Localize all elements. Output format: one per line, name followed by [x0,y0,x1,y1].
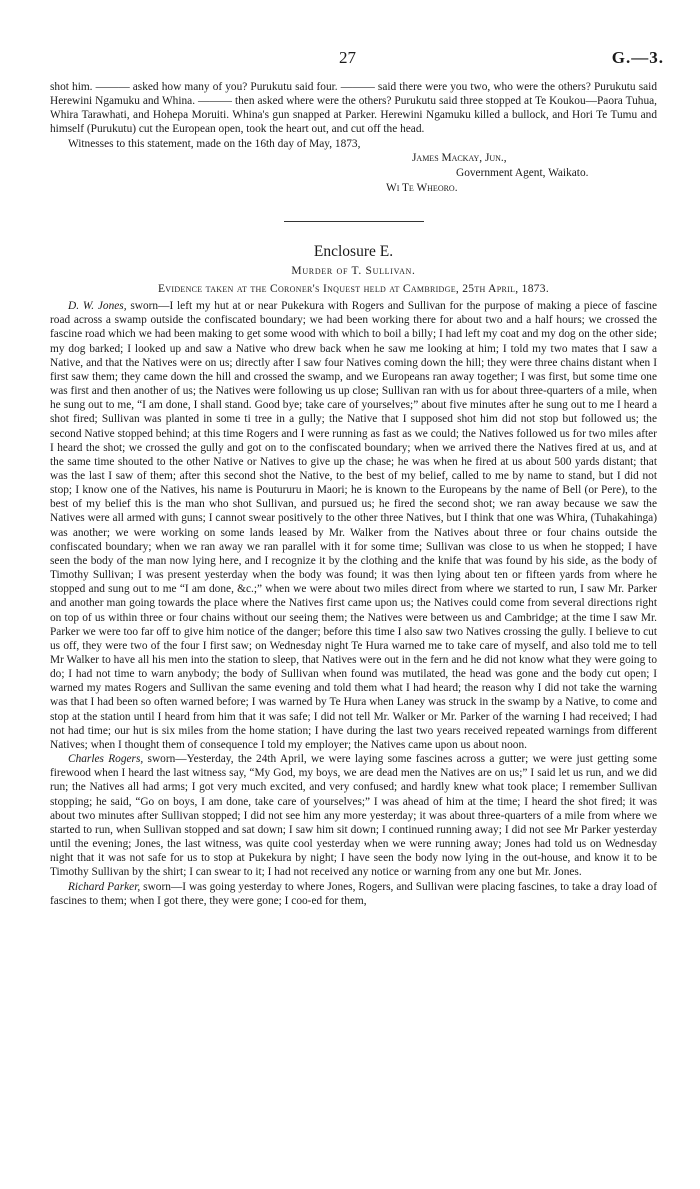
signature-block [50,151,657,197]
witness-line: Witnesses to this statement, made on the 16th day of May, 1873, [68,137,361,150]
witness-name-parker: Richard Parker, [68,880,141,893]
testimony-jones [50,299,657,752]
enclosure-subtitle: Murder of T. Sullivan. [291,264,416,277]
witness-name-jones: D. W. Jones, [68,300,127,313]
signature-name-mackay: James Mackay, Jun., [412,151,507,164]
signature-name-wi-te-wheoro: Wi Te Wheoro. [386,181,458,194]
section-divider [284,221,424,222]
page-header [0,48,700,72]
evidence-heading: Evidence taken at the Coroner's Inquest held at Cambridge, 25th April, 1873. [157,282,550,295]
page-number: 27 [339,48,356,67]
testimony-rogers [50,752,657,879]
signature-title-government-agent: Government Agent, Waikato. [456,166,589,179]
testimony-text-parker: sworn—I was going yesterday to where Jones, Rogers, and Sullivan were placing fascines, to take a dray load of fascines to them; when I got there, they were gone; I coo-ed for them, [50,880,657,907]
witness-name-rogers: Charles Rogers, [68,753,144,766]
testimony-parker [50,880,657,908]
document-code: G.—3. [611,48,664,67]
statement-paragraph: shot him. ——— asked how many of you? Purukutu said four. ——— said there were you two, who were the others? Purukutu said Herewini Ngamuku and Whina. ——— then asked where were the others? Purukutu said three stopped at Te Koukou—Paora Tuhua, Whira Tarawhati, and Hohepa Moruiti. Whina's gun snapped at Parker. Herewini Ngamuku killed a bullock, and Hori Te Tumu and himself (Purukutu) cut the European open, took the heart out, and cut off the head. [50,81,657,136]
page-body [50,80,657,908]
testimony-text-jones: sworn—I left my hut at or near Pukekura with Rogers and Sullivan for the purpose of making a piece of fascine road across a swamp outside the confiscated boundary; we had been working there for about two and a half hours; we crossed the fascine road which we had been making to get some wood with which to boil a billy; I had left my coat and my dog on the other side; my dog barked; I looked up and saw a Native who drew back when he saw me looking at him; I told my two mates that I saw a Native, and that the Natives were on us; directly after I saw four Natives coming down the hill; they were three chains distant when I first saw them; they came down the hill and crossed the swamp, and we Europeans ran away together; I was first, but some time one was first and then another of us; the Natives were following us up close; Sullivan ran with us for about three-quarters of a mile, when he sung out to me, “I am done, I shall stand. Good bye; take care of yourselves;” about five minutes after he sung out to me I heard a shot fired; Sullivan was planted in some ti tree in a gully; the Native that I supposed shot him did not stop but followed us; the second Native stopped behind; at this time Rogers and I were running as fast as we could; the Natives followed us for two miles after I heard the shot; we crossed the gully and got on to the confiscated boundary; when we arrived there the Natives fired at us, and at the same time shouted to the other Native or Natives to give up the chase; he was when he fired at us about 500 yards distant; that was the last I saw of them; after this second shot the Native, to the best of my belief, called to me by name to stand, but I did not stop; I know one of the Natives, his name is Poutururu in Maori; he is known to the Europeans by the name of Bell (or Pere), to the best of my belief this is the man who shot Sullivan, and pursued us; he fired the second shot; we ran away because we saw the Natives were all armed with guns; I cannot swear positively to the other three Natives, but I think that one was Whira, (Tuhakahinga) was another; we were working on some lands leased by Mr. Walker from the Natives about three or four chains outside the confiscated boundary; when we ran away we ran parallel with it for some time; Sullivan was close to us when he stopped; I have seen the body of the man now lying here, and I recognize it by the clothing and the knife that was found by his side, as the body of Timothy Sullivan; I was present yesterday when the body was found; it was then lying about ten or fifteen yards from where he stopped and sung out to me “I am done, &c.;” when we were about two miles direct from where we started to run, I saw Mr. Parker and another man going towards the place where the Natives first came upon us; the Natives could come from several directions right on top of us within three or four chains without our seeing them; the Natives were between us and Cambridge; at the time I saw Mr. Parker we were too far off to give him notice of the danger; before this time I also saw two Natives crossing the gully. I believe to cut us off, they were two of the four I first saw; on Wednesday night Te Hura warned me to take care of myself, and also told me to tell Mr Walker to have all his men into the station to sleep, that Natives were out in the fern and he did not know what they were going to do; I had not time to warn anybody; the body of Sullivan when found was mutilated, the head was gone and the body cut open; I warned my mates Rogers and Sullivan the same evening and told them what I had heard; the reason why I did not take the warning was that I had been so often warned before; I was warned by Te Hura when Laney was struck in the swamp by a Native, to come and stop at the station until I heard from him that it was safe; I did not tell Mr. Walker or Mr. Parker of the warning I had received; I had not had time; our hut is six miles from the home station; I have during the last two years received repeated warnings from different Natives; when I thought them of consequence I told my employer; the Natives came upon us about noon. [50,300,658,751]
enclosure-title: Enclosure E. [313,242,394,260]
testimony-text-rogers: sworn—Yesterday, the 24th April, we were laying some fascines across a gutter; we were just getting some firewood when I heard the last witness say, “My God, my boys, we are dead men the Natives are on us;” I said let us run, and we did run; the Natives all had arms; I got very much excited, and very confused; and hardly knew what took place; I remember Sullivan stopping; he said, “Go on boys, I am done, take care of yourselves;” I was ahead of him at the time; I heard the shot fired; it was about two minutes after Sullivan stopped; I did not see him any more yesterday; it was about three-quarters of a mile from where we started to run, when Sullivan stopped and sat down; I saw him sit down; I continued running away; I did not see Mr Parker yesterday until the evening; Jones, the last witness, was quite cool yesterday when we were running away; Jones had told us on Wednesday night that it was not safe for us to stop at Pukekura by night; I have seen the body now lying in the out-house, and know it to be Timothy Sullivan by the shirt; I can swear to it; I had not received any notice or warning from any one but Mr. Jones. [50,753,657,879]
